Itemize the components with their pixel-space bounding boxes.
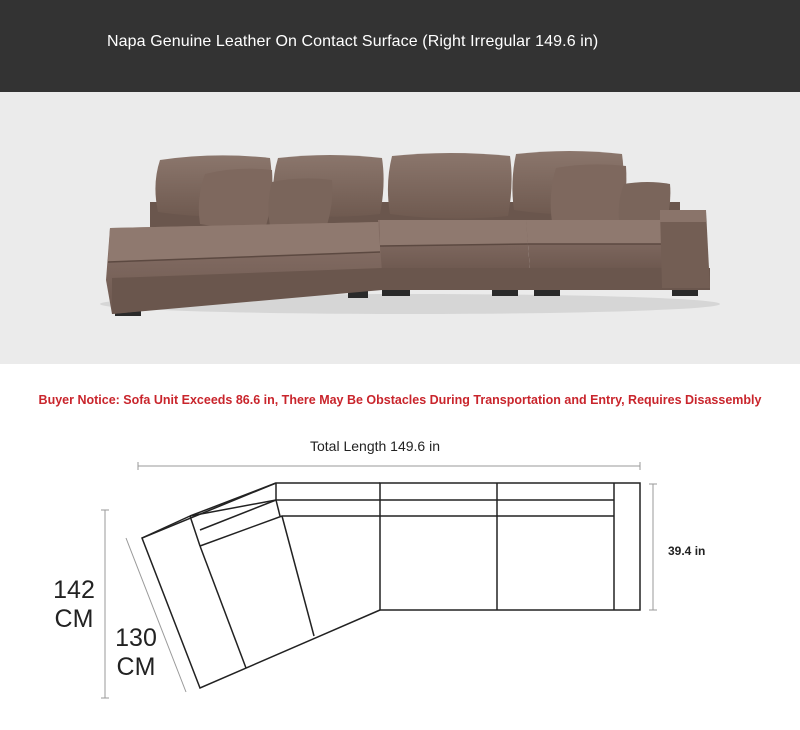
width-130-label bbox=[108, 626, 164, 684]
width-130-value: 130 bbox=[115, 624, 157, 652]
width-142-unit: CM bbox=[54, 605, 94, 633]
sofa-outline bbox=[142, 483, 640, 688]
buyer-notice: Buyer Notice: Sofa Unit Exceeds 86.6 in, There May Be Obstacles During Transportation and Entry, Requires Disassembly bbox=[38, 393, 762, 407]
width-142-label bbox=[46, 578, 102, 636]
page-title: Napa Genuine Leather On Contact Surface (Right Irregular 149.6 in) bbox=[107, 33, 599, 50]
width-130-unit: CM bbox=[116, 653, 156, 681]
width-142-value: 142 bbox=[53, 576, 95, 604]
product-photo bbox=[0, 92, 800, 364]
dimension-diagram bbox=[0, 440, 800, 730]
header-bar bbox=[0, 0, 800, 92]
total-length-label: Total Length 149.6 in bbox=[310, 438, 440, 454]
depth-label: 39.4 in bbox=[668, 544, 706, 558]
sofa-illustration bbox=[0, 92, 800, 364]
